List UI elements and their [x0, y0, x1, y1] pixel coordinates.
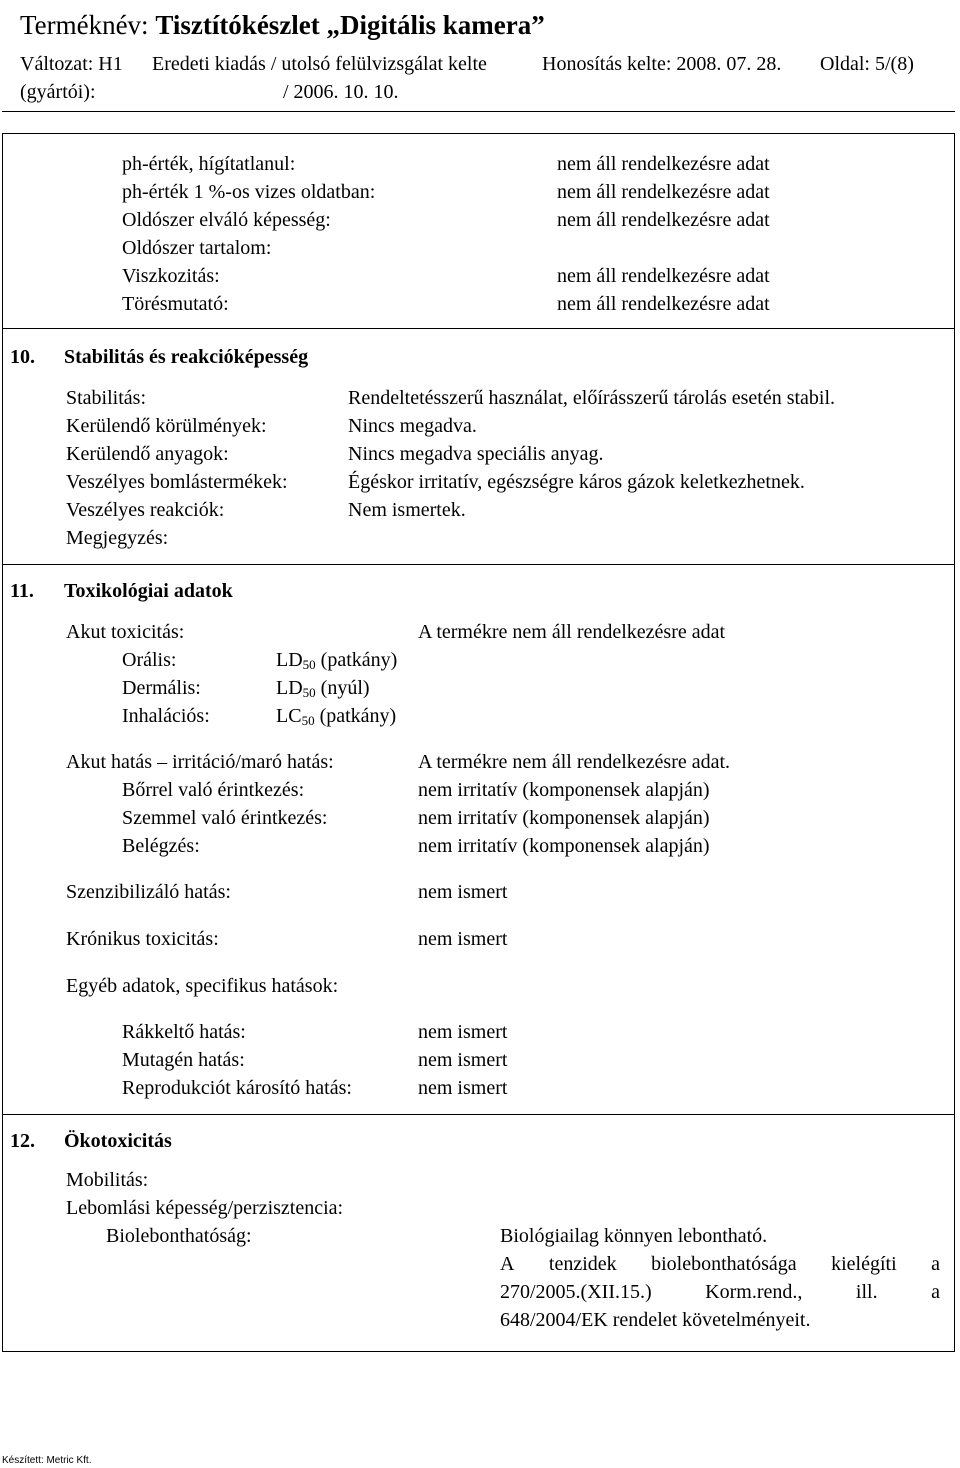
prop-label: ph-érték, hígítatlanul: — [122, 153, 296, 175]
other-effect-value: nem ismert — [418, 1021, 508, 1043]
other-effect-label: Reprodukciót károsító hatás: — [122, 1077, 352, 1099]
section-divider — [3, 328, 954, 329]
other-data-label: Egyéb adatok, specifikus hatások: — [66, 975, 339, 997]
section-10-title: Stabilitás és reakcióképesség — [64, 346, 309, 368]
stability-label: Veszélyes bomlástermékek: — [66, 471, 288, 493]
route-label: Inhalációs: — [122, 705, 210, 727]
prop-label: ph-érték 1 %-os vizes oldatban: — [122, 181, 376, 203]
route-value: $LC_{50}$ (patkány) — [276, 705, 397, 728]
section-divider — [3, 1114, 954, 1115]
effect-label: Szemmel való érintkezés: — [122, 807, 328, 829]
footer-prepared-by: Készített: Metric Kft. — [2, 1455, 92, 1466]
route-value: $LD_{50}$ (nyúl) — [276, 677, 370, 700]
acute-toxicity-label: Akut toxicitás: — [66, 621, 185, 643]
sensitization-label: Szenzibilizáló hatás: — [66, 881, 231, 903]
route-value: $LD_{50}$ (patkány) — [276, 649, 398, 672]
release-date: / 2006. 10. 10. — [283, 81, 399, 103]
page-number: Oldal: 5/(8) — [820, 53, 914, 75]
effect-label: Bőrrel való érintkezés: — [122, 779, 305, 801]
stability-value: Rendeltetésszerű használat, előírásszerű tárolás esetén stabil. — [348, 387, 836, 409]
effect-value: nem irritatív (komponensek alapján) — [418, 835, 710, 857]
biodegradability-value-line: Biológiailag könnyen lebontható. — [500, 1225, 768, 1247]
stability-value: Nem ismertek. — [348, 499, 466, 521]
acute-toxicity-value: A termékre nem áll rendelkezésre adat — [418, 621, 726, 643]
stability-value: Nincs megadva. — [348, 415, 477, 437]
section-11-number: 11. — [10, 580, 34, 602]
prop-label: Oldószer tartalom: — [122, 237, 272, 259]
effect-label: Belégzés: — [122, 835, 200, 857]
chronic-toxicity-label: Krónikus toxicitás: — [66, 928, 219, 950]
prop-value: nem áll rendelkezésre adat — [557, 209, 770, 231]
stability-value: Nincs megadva speciális anyag. — [348, 443, 604, 465]
product-label: Terméknév: — [20, 10, 149, 40]
prop-value: nem áll rendelkezésre adat — [557, 265, 770, 287]
route-label: Orális: — [122, 649, 177, 671]
stability-label: Kerülendő anyagok: — [66, 443, 229, 465]
stability-label: Stabilitás: — [66, 387, 146, 409]
other-effect-label: Rákkeltő hatás: — [122, 1021, 246, 1043]
biodegradability-value-line: 648/2004/EK rendelet követelményeit. — [500, 1309, 811, 1331]
prop-label: Viszkozitás: — [122, 265, 220, 287]
other-effect-value: nem ismert — [418, 1077, 508, 1099]
stability-label: Megjegyzés: — [66, 527, 169, 549]
effect-value: nem irritatív (komponensek alapján) — [418, 779, 710, 801]
acute-effect-value: A termékre nem áll rendelkezésre adat. — [418, 751, 731, 773]
section-11-title: Toxikológiai adatok — [64, 580, 233, 602]
release-sublabel: (gyártói): — [20, 81, 96, 103]
product-name: Tisztítókészlet „Digitális kamera” — [155, 10, 545, 40]
prop-value: nem áll rendelkezésre adat — [557, 181, 770, 203]
header-title — [20, 8, 545, 42]
section-10-number: 10. — [10, 346, 35, 368]
sensitization-value: nem ismert — [418, 881, 508, 903]
other-effect-value: nem ismert — [418, 1049, 508, 1071]
prop-label: Oldószer elváló képesség: — [122, 209, 331, 231]
prop-value: nem áll rendelkezésre adat — [557, 293, 770, 315]
stability-label: Veszélyes reakciók: — [66, 499, 225, 521]
biodegradability-label: Biolebonthatóság: — [106, 1225, 252, 1247]
biodegradability-value-line: 270/2005.(XII.15.) Korm.rend., ill. a — [500, 1281, 940, 1303]
biodegradability-value-line: A tenzidek biolebonthatósága kielégíti a — [500, 1253, 940, 1275]
route-label: Dermális: — [122, 677, 201, 699]
stability-label: Kerülendő körülmények: — [66, 415, 267, 437]
stability-value: Égéskor irritatív, egészségre káros gázok keletkezhetnek. — [348, 471, 805, 493]
release-label: Eredeti kiadás / utolsó felülvizsgálat kelte — [152, 53, 487, 75]
section-12-number: 12. — [10, 1130, 35, 1152]
other-effect-label: Mutagén hatás: — [122, 1049, 245, 1071]
header-rule — [2, 111, 955, 112]
mobility-label: Mobilitás: — [66, 1169, 149, 1191]
chronic-toxicity-value: nem ismert — [418, 928, 508, 950]
version-label: Változat: H1 — [20, 53, 123, 75]
prop-label: Törésmutató: — [122, 293, 229, 315]
prop-value: nem áll rendelkezésre adat — [557, 153, 770, 175]
degradation-label: Lebomlási képesség/perzisztencia: — [66, 1197, 344, 1219]
section-12-title: Ökotoxicitás — [64, 1130, 172, 1152]
section-divider — [3, 564, 954, 565]
acute-effect-label: Akut hatás – irritáció/maró hatás: — [66, 751, 334, 773]
adoption-date: Honosítás kelte: 2008. 07. 28. — [542, 53, 782, 75]
effect-value: nem irritatív (komponensek alapján) — [418, 807, 710, 829]
